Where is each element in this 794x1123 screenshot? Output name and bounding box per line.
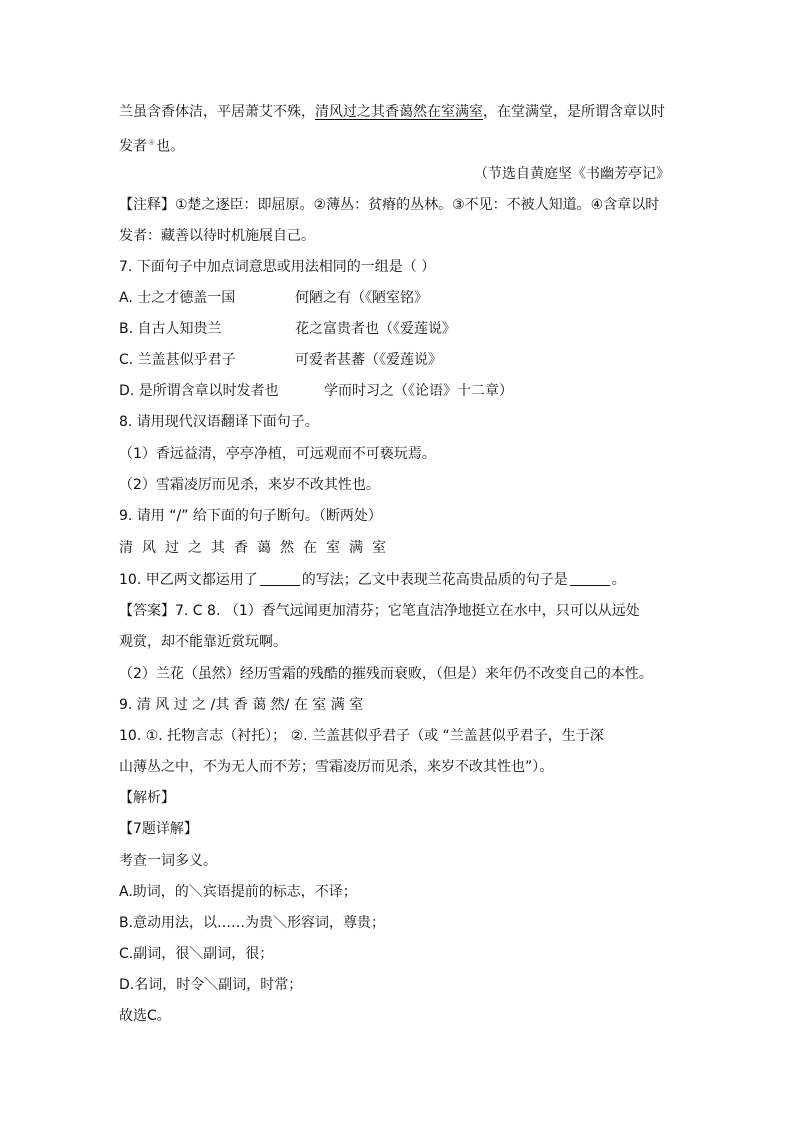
- answer-blank-2: [570, 571, 610, 586]
- analysis-item-b: B.意动用法，以……为贵＼形容词，尊贵；: [119, 915, 386, 931]
- answer-blank-1: [260, 571, 300, 586]
- underlined-sentence: 清风过之其香蔼然在室满室: [315, 104, 483, 120]
- notes-line-1: 【注释】①楚之逐臣：即屈原。②薄丛：贫瘠的丛林。③不见：不被人知道。④含章以时: [119, 197, 660, 213]
- q8-sentence-1: （1）香远益清，亭亭净植，可远观而不可亵玩焉。: [119, 446, 436, 462]
- passage-line-1: 兰虽含香体洁，平居萧艾不殊，清风过之其香蔼然在室满室，在堂满堂，是所谓含章以时: [119, 104, 665, 120]
- q7-option-d: D. 是所谓含章以时发者也 学而时习之（《论语》十二章）: [119, 383, 513, 399]
- answer-line-1: 【答案】7. C 8. （1）香气远闻更加清芬；它笔直洁净地挺立在水中，只可以从远处: [119, 603, 640, 619]
- answer-line-3: （2）兰花（虽然）经历雪霜的残酷的摧残而衰败，（但是）来年仍不改变自己的本性。: [119, 666, 653, 682]
- q9-stem: 9. 请用 “/” 给下面的句子断句。（断两处）: [119, 508, 382, 524]
- q7-stem: 7. 下面句子中加点词意思或用法相同的一组是（ ）: [119, 259, 436, 275]
- q10-stem: 10. 甲乙两文都运用了 的写法；乙文中表现兰花高贵品质的句子是 。: [119, 572, 626, 588]
- q7-option-c: C. 兰盖甚似乎君子 可爱者甚蕃（《爱莲说》: [119, 352, 442, 368]
- answer-line-6: 山薄丛之中，不为无人而不芳；雪霜凌厉而见杀，来岁不改其性也”）。: [119, 759, 554, 775]
- passage-source: （节选自黄庭坚《书幽芳亭记》: [474, 166, 670, 182]
- q7-option-a: A. 士之才德盖一国 何陋之有（《陋室铭》: [119, 290, 428, 306]
- analysis-subheading: 【7题详解】: [119, 821, 198, 837]
- q9-sentence: 清风过之其香蔼然在室满室: [119, 540, 395, 556]
- analysis-heading: 【解析】: [119, 790, 175, 806]
- analysis-conclusion: 故选C。: [119, 1008, 171, 1024]
- answer-line-4: 9. 清 风 过 之 /其 香 蔼 然/ 在 室 满 室: [119, 697, 364, 713]
- notes-line-2: 发者：藏善以待时机施展自己。: [119, 228, 315, 244]
- analysis-item-a: A.助词，的＼宾语提前的标志，不译；: [119, 884, 357, 900]
- q7-option-b: B. 自古人知贵兰 花之富贵者也（《爱莲说》: [119, 321, 456, 337]
- q8-sentence-2: （2）雪霜凌厉而见杀，来岁不改其性也。: [119, 477, 380, 493]
- answer-line-5: 10. ①. 托物言志（衬托）； ②. 兰盖甚似乎君子（或 “兰盖甚似乎君子，生于深: [119, 728, 604, 744]
- footnote-marker: ④: [148, 138, 156, 147]
- analysis-item-d: D.名词，时令＼副词，时常；: [119, 977, 303, 993]
- analysis-item-c: C.副词，很＼副词，很；: [119, 946, 274, 962]
- q8-stem: 8. 请用现代汉语翻译下面句子。: [119, 414, 319, 430]
- analysis-intro: 考查一词多义。: [119, 853, 217, 869]
- answer-line-2: 观赏，却不能靠近赏玩啊。: [119, 634, 287, 650]
- passage-line-2: 发者④也。: [119, 138, 185, 155]
